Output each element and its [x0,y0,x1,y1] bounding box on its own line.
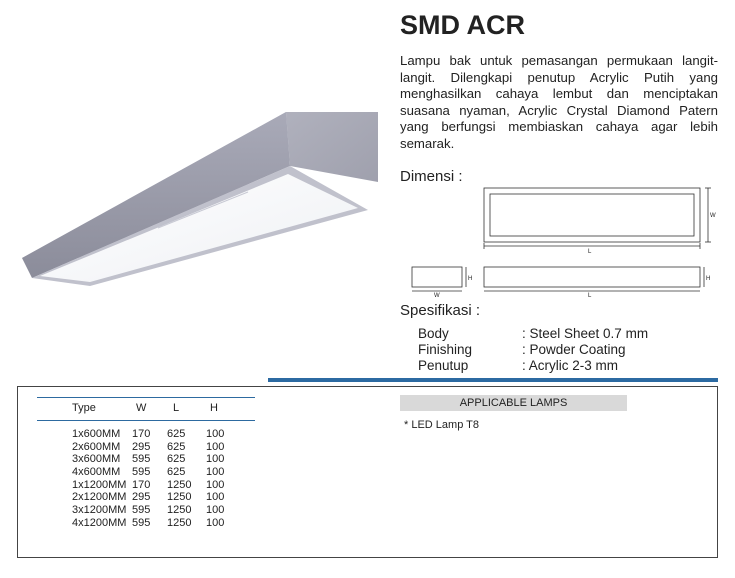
cell-w: 595 [132,516,151,529]
cell-h: 100 [206,440,225,453]
spec-value: : Steel Sheet 0.7 mm [522,326,649,341]
cell-type: 3x600MM [72,453,121,466]
cell-w: 595 [132,453,151,466]
cell-w: 595 [132,466,151,479]
dimension-label: Dimensi : [400,168,463,185]
table-top-rule [37,397,255,398]
product-title: SMD ACR [400,10,525,40]
cell-l: 625 [167,440,186,453]
cell-type: 4x600MM [72,466,121,479]
cell-w: 295 [132,440,151,453]
cell-w: 170 [132,428,151,440]
cell-l: 1250 [167,491,192,504]
cell-h: 100 [206,478,225,491]
section-divider [268,378,718,382]
specification-label: Spesifikasi : [400,302,481,319]
cell-type: 2x600MM [72,440,121,453]
spec-key: Penutup [418,358,469,373]
applicable-lamps-header: APPLICABLE LAMPS [400,395,627,411]
table-header-rule [37,420,255,421]
cell-h: 100 [206,504,225,517]
cell-l: 1250 [167,516,192,529]
dim-l-label: L [588,249,592,255]
cell-l: 625 [167,428,186,440]
table-header-h: H [210,402,218,414]
table-header-w: W [136,402,147,414]
cell-h: 100 [206,466,225,479]
cell-h: 100 [206,516,225,529]
spec-key: Body [418,326,449,341]
dim-l-label-side: L [588,293,592,299]
dim-w-label-end: W [434,293,440,299]
product-description: Lampu bak untuk pemasangan permukaan langit-langit. Dilengkapi penutup Acrylic Putih yang menghasilkan cahaya lembut dan menciptakan suasana nyaman, Acrylic Crystal Diamond Patern yang berfungsi membiaskan cahaya agar lebih semarak. [400,53,718,151]
cell-l: 625 [167,453,186,466]
cell-type: 3x1200MM [72,504,127,517]
dimension-diagram [408,185,718,300]
dim-w-label: W [710,213,716,219]
table-header-type: Type [72,402,96,414]
dim-h-label-side: H [706,276,711,282]
cell-l: 1250 [167,504,192,517]
applicable-lamp-item: * LED Lamp T8 [404,419,480,431]
cell-type: 4x1200MM [72,516,127,529]
cell-type: 1x600MM [72,428,121,440]
cell-w: 295 [132,491,151,504]
product-image [18,110,378,290]
cell-l: 1250 [167,478,192,491]
spec-value: : Powder Coating [522,342,626,357]
cell-h: 100 [206,491,225,504]
table-header-l: L [173,402,180,414]
cell-w: 170 [132,478,151,491]
cell-h: 100 [206,428,225,440]
spec-key: Finishing [418,342,473,357]
spec-value: : Acrylic 2-3 mm [522,358,619,373]
dim-h-label-end: H [468,276,473,282]
info-box [17,386,718,558]
cell-w: 595 [132,504,151,517]
cell-l: 625 [167,466,186,479]
cell-h: 100 [206,453,225,466]
cell-type: 2x1200MM [72,491,127,504]
cell-type: 1x1200MM [72,478,127,491]
